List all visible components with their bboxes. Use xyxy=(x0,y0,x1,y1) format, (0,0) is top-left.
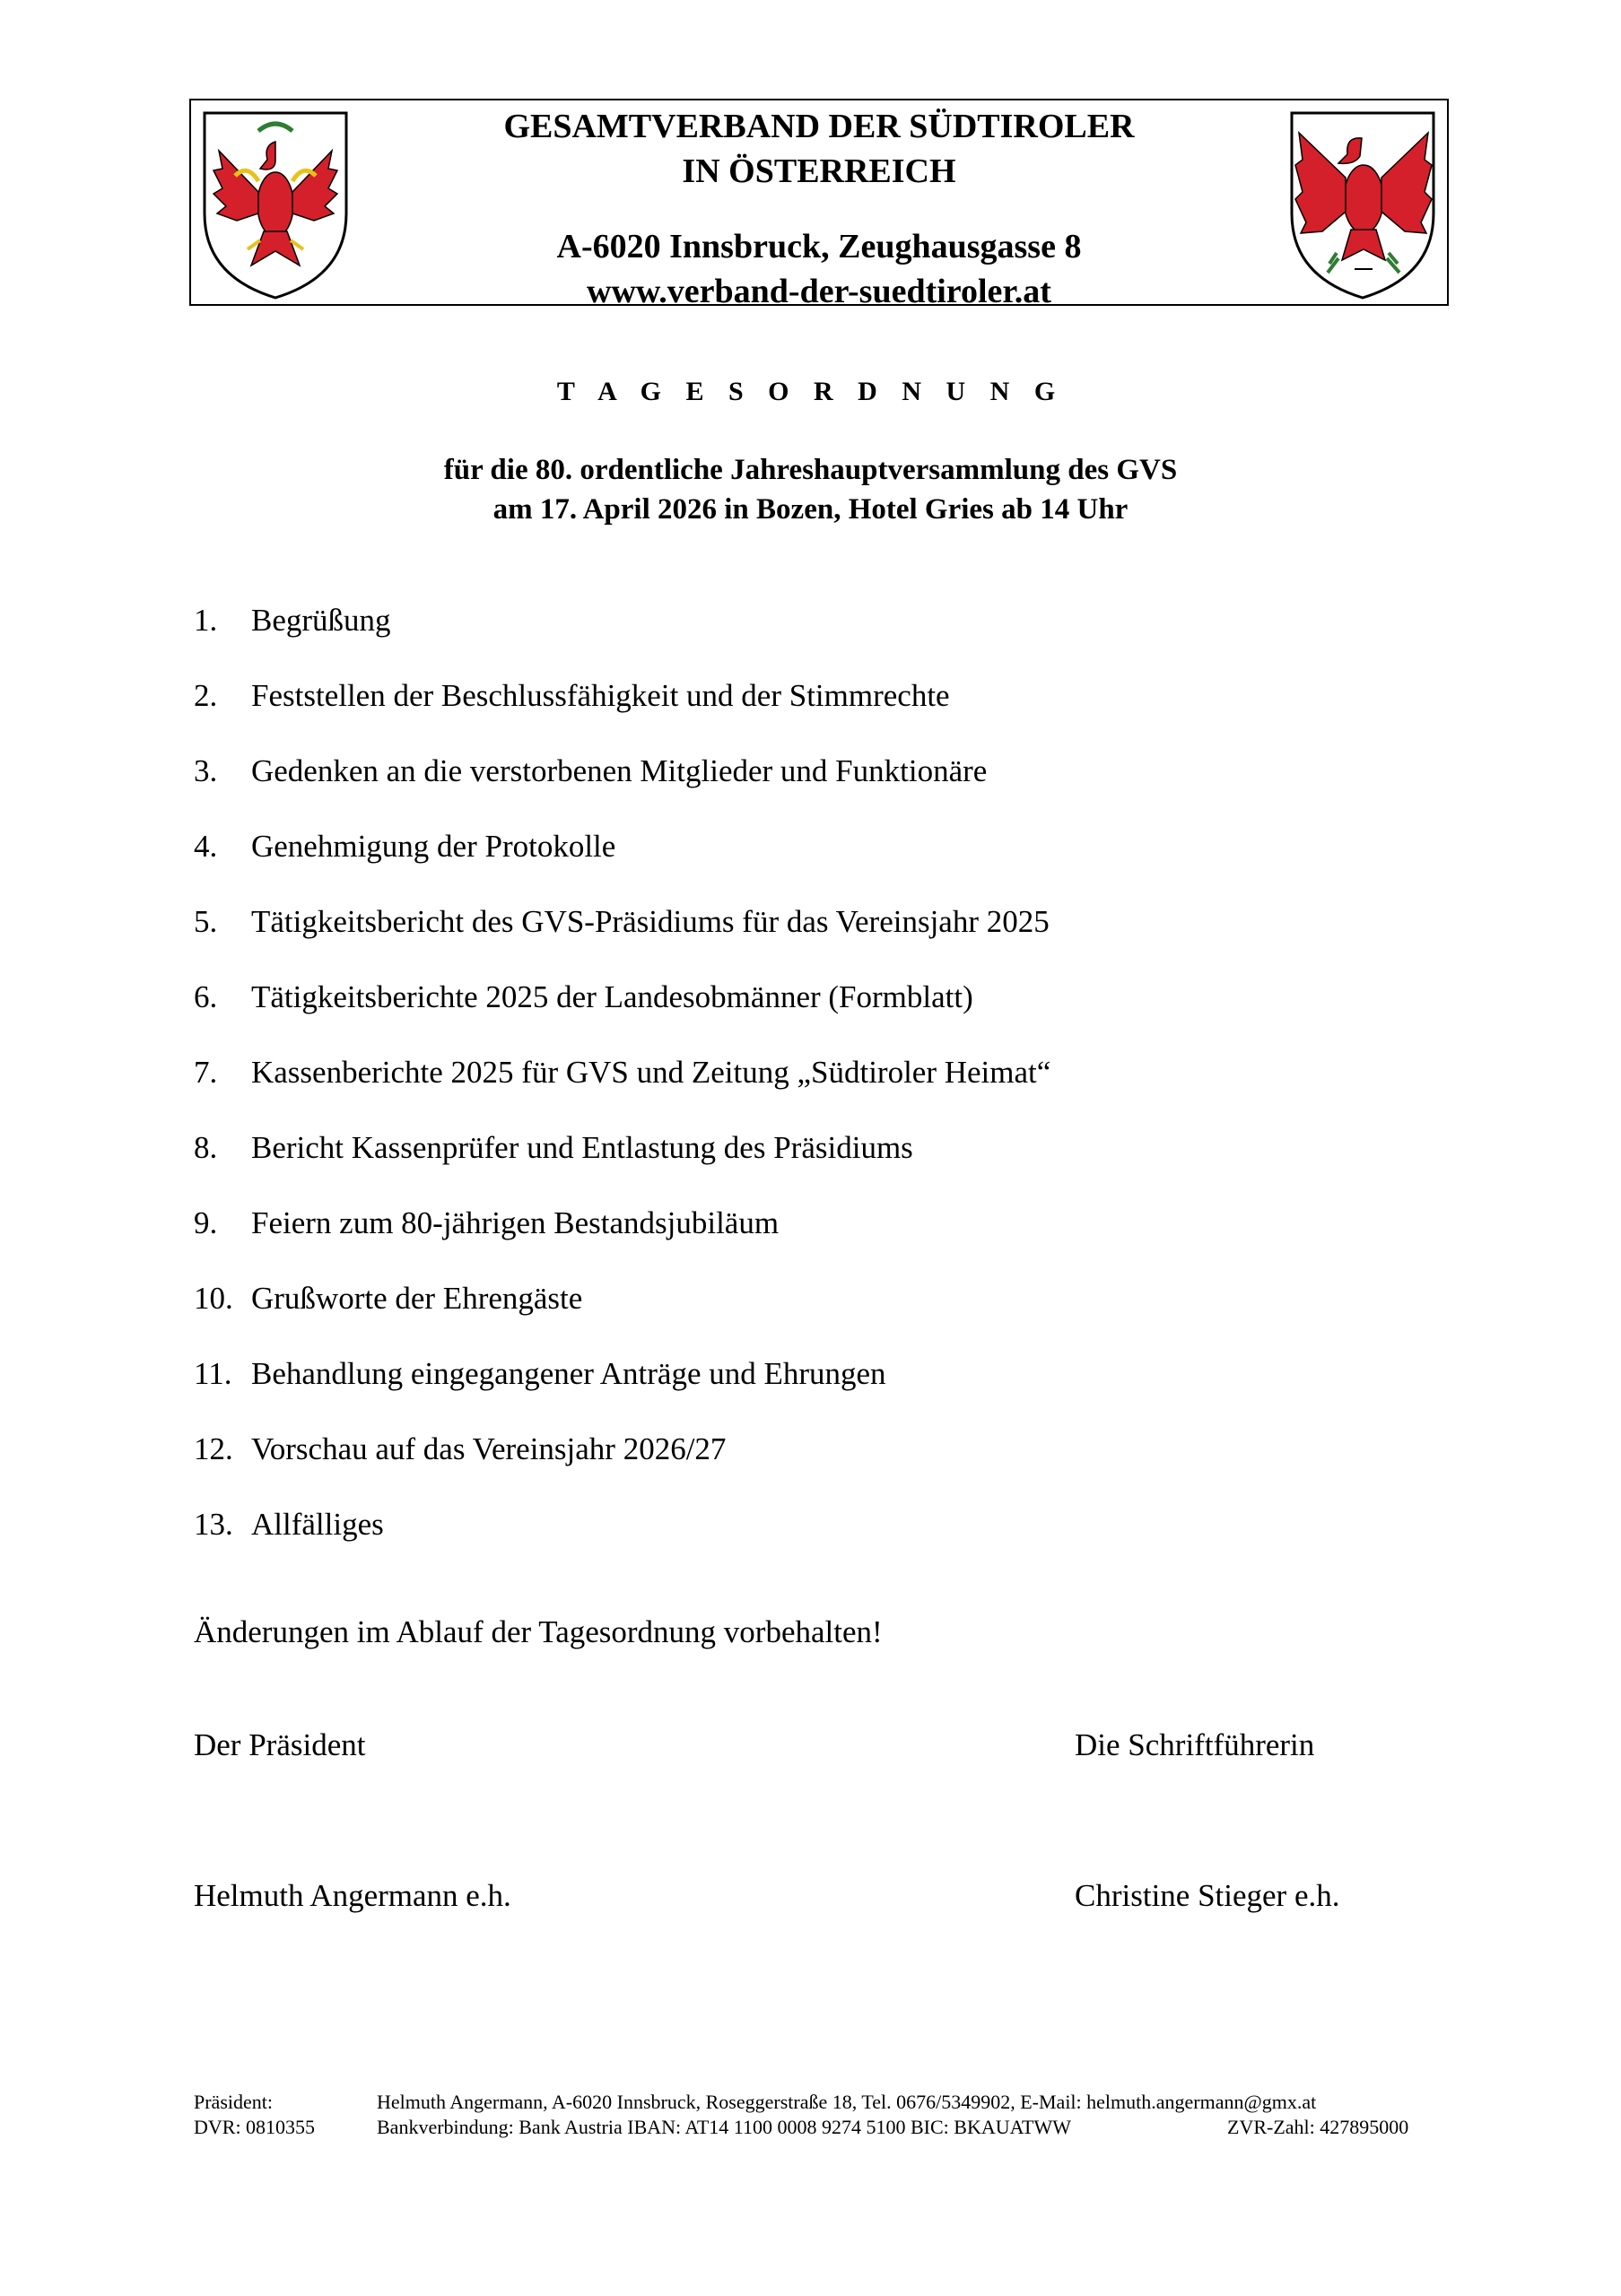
agenda-item xyxy=(194,1352,1050,1428)
agenda-item-number: 5. xyxy=(194,904,218,939)
footer-zvr: ZVR-Zahl: 427895000 xyxy=(1227,2116,1409,2138)
letterhead-box xyxy=(189,99,1449,310)
org-name-line2: IN ÖSTERREICH xyxy=(682,152,956,190)
agenda-item-text: Begrüßung xyxy=(251,603,391,638)
agenda-item-number: 12. xyxy=(194,1431,233,1466)
agenda-item-text: Kassenberichte 2025 für GVS und Zeitung „Südtiroler Heimat“ xyxy=(251,1055,1051,1090)
document-title: T A G E S O R D N U N G xyxy=(556,377,1065,406)
agenda-item xyxy=(194,1277,1050,1352)
president-label: Der Präsident xyxy=(194,1727,366,1762)
agenda-item-number: 2. xyxy=(194,678,218,713)
agenda-item-number: 10. xyxy=(194,1281,233,1316)
agenda-item-text: Feiern zum 80-jährigen Bestandsjubiläum xyxy=(251,1205,780,1240)
org-address: A-6020 Innsbruck, Zeughausgasse 8 xyxy=(556,228,1082,265)
letterhead-text xyxy=(362,100,1277,314)
footer-bank: Bankverbindung: Bank Austria IBAN: AT14 1100 0008 9274 5100 BIC: BKAUATWW xyxy=(377,2116,1072,2138)
agenda-item-text: Gedenken an die verstorbenen Mitglieder und Funktionäre xyxy=(251,753,988,788)
agenda-item-text: Vorschau auf das Vereinsjahr 2026/27 xyxy=(251,1431,727,1466)
agenda-item-number: 3. xyxy=(194,753,218,788)
agenda-item-number: 4. xyxy=(194,829,218,864)
footer-dvr: DVR: 0810355 xyxy=(194,2116,316,2138)
tyrol-eagle-crest-icon xyxy=(196,106,355,303)
agenda-item xyxy=(194,599,1050,674)
south-tyrol-eagle-crest-icon xyxy=(1283,106,1442,303)
agenda-item-text: Grußworte der Ehrengäste xyxy=(251,1281,583,1316)
org-website: www.verband-der-suedtiroler.at xyxy=(587,273,1051,310)
agenda-item xyxy=(194,1051,1050,1126)
meeting-subtitle xyxy=(0,450,1621,529)
agenda-item xyxy=(194,1126,1050,1202)
agenda-item-number: 11. xyxy=(194,1356,232,1391)
agenda-item-text: Tätigkeitsberichte 2025 der Landesobmänner (Formblatt) xyxy=(251,979,973,1014)
agenda-item-number: 9. xyxy=(194,1205,218,1240)
agenda-item xyxy=(194,976,1050,1051)
agenda-item xyxy=(194,750,1050,825)
agenda-item xyxy=(194,1202,1050,1277)
agenda-item xyxy=(194,900,1050,976)
agenda-item xyxy=(194,674,1050,750)
agenda-notice: Änderungen im Ablauf der Tagesordnung vorbehalten! xyxy=(194,1614,883,1649)
footer-labels xyxy=(194,2090,315,2140)
president-name: Helmuth Angermann e.h. xyxy=(194,1878,511,1913)
subtitle-line1: für die 80. ordentliche Jahreshauptversammlung des GVS xyxy=(443,454,1178,486)
agenda-item-number: 13. xyxy=(194,1507,233,1542)
secretary-name: Christine Stieger e.h. xyxy=(1075,1878,1340,1913)
org-name-line1: GESAMTVERBAND DER SÜDTIROLER xyxy=(503,108,1135,145)
secretary-label: Die Schriftführerin xyxy=(1075,1727,1315,1762)
agenda-item-text: Allfälliges xyxy=(251,1507,384,1542)
subtitle-line2: am 17. April 2026 in Bozen, Hotel Gries ab 14 Uhr xyxy=(492,493,1129,526)
agenda-item-number: 7. xyxy=(194,1055,218,1090)
footer-details xyxy=(377,2090,1316,2140)
footer-president-label: Präsident: xyxy=(194,2091,273,2113)
agenda-item-text: Tätigkeitsbericht des GVS-Präsidiums für das Vereinsjahr 2025 xyxy=(251,904,1050,939)
agenda-item xyxy=(194,1503,1050,1578)
agenda-list xyxy=(194,599,1050,1578)
footer-zvr-wrap xyxy=(1227,2090,1408,2140)
agenda-item xyxy=(194,1428,1050,1503)
agenda-item-text: Behandlung eingegangener Anträge und Ehrungen xyxy=(251,1356,886,1391)
agenda-item-text: Feststellen der Beschlussfähigkeit und der Stimmrechte xyxy=(251,678,950,713)
agenda-item-text: Genehmigung der Protokolle xyxy=(251,829,616,864)
agenda-item-number: 8. xyxy=(194,1130,218,1165)
agenda-item-number: 6. xyxy=(194,979,218,1014)
agenda-item-text: Bericht Kassenprüfer und Entlastung des Präsidiums xyxy=(251,1130,913,1165)
agenda-item-number: 1. xyxy=(194,603,218,638)
footer-contact: Helmuth Angermann, A-6020 Innsbruck, Roseggerstraße 18, Tel. 0676/5349902, E-Mail: helmuth.angermann@gmx.at xyxy=(377,2091,1317,2113)
agenda-item xyxy=(194,825,1050,900)
